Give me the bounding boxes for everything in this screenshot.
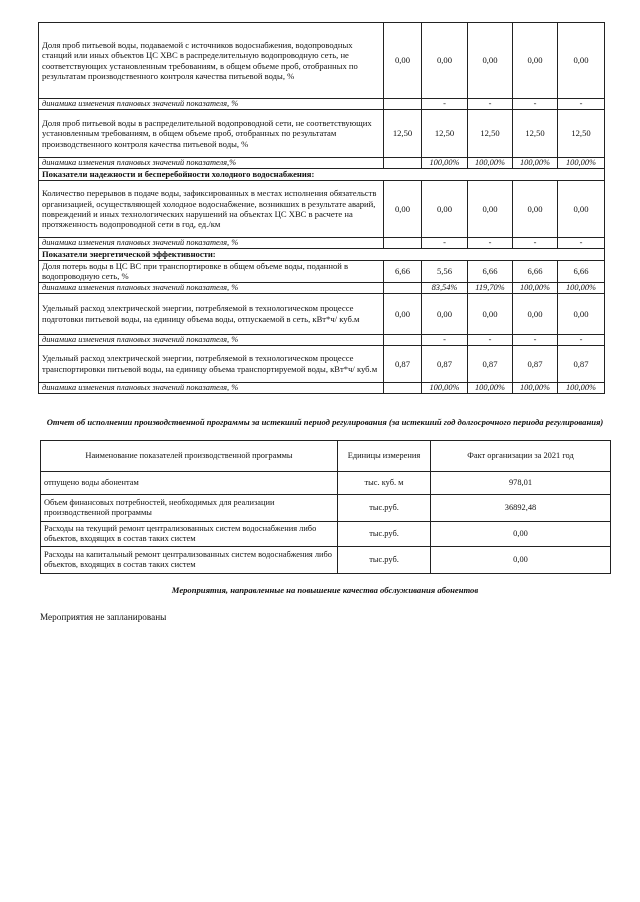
value-cell xyxy=(384,238,422,249)
program-table xyxy=(40,440,611,574)
program-row-name: отпущено воды абонентам xyxy=(41,472,338,495)
program-row xyxy=(41,522,611,547)
dynamics-label: динамика изменения плановых значений показателя, % xyxy=(39,334,384,345)
value-cell: 0,00 xyxy=(422,293,468,334)
dynamics-row xyxy=(39,238,605,249)
value-cell: 12,50 xyxy=(384,110,422,158)
program-row-value: 36892,48 xyxy=(431,495,611,522)
dynamics-row xyxy=(39,99,605,110)
measures-text: Мероприятия не запланированы xyxy=(40,612,167,622)
value-cell: 0,00 xyxy=(468,23,513,99)
value-cell: 100,00% xyxy=(558,158,605,169)
indicator-name: Доля проб питьевой воды в распределительной водопроводной сети, не соответствующих установленным требованиям, в общем объеме проб, отобранных по результатам производственного контроля качества питьевой воды, % xyxy=(39,110,384,158)
value-cell: - xyxy=(558,238,605,249)
program-row-unit: тыс.руб. xyxy=(338,522,431,547)
value-cell: 6,66 xyxy=(513,261,558,283)
value-cell: 0,00 xyxy=(422,23,468,99)
value-cell: 5,56 xyxy=(422,261,468,283)
indicator-name: Доля проб питьевой воды, подаваемой с источников водоснабжения, водопроводных станций или иных объектов ЦС ХВС в распределительную водопроводную сеть, не соответствующих установленным требованиям, в общем объеме проб, отобранных по результатам производственного контроля качества питьевой воды, % xyxy=(39,23,384,99)
value-cell: 6,66 xyxy=(384,261,422,283)
program-row-name: Расходы на текущий ремонт централизованных систем водоснабжения либо объектов, входящих в состав таких систем xyxy=(41,522,338,547)
value-cell: - xyxy=(422,238,468,249)
value-cell: - xyxy=(558,99,605,110)
measures-title: Мероприятия, направленные на повышение качества обслуживания абонентов xyxy=(171,585,479,595)
dynamics-label: динамика изменения плановых значений показателя, % xyxy=(39,238,384,249)
value-cell: - xyxy=(468,99,513,110)
value-cell: - xyxy=(513,334,558,345)
section-header-row xyxy=(39,169,605,181)
program-row xyxy=(41,547,611,574)
indicator-row xyxy=(39,181,605,238)
indicator-row xyxy=(39,293,605,334)
indicator-name: Удельный расход электрической энергии, потребляемой в технологическом процессе подготовки питьевой воды, на единицу объема воды, отпускаемой в сеть, кВт*ч/ куб.м xyxy=(39,293,384,334)
program-header-fact: Факт организации за 2021 год xyxy=(431,441,611,472)
value-cell: 0,87 xyxy=(422,345,468,382)
value-cell: 0,87 xyxy=(513,345,558,382)
program-header-row xyxy=(41,441,611,472)
program-row-unit: тыс.руб. xyxy=(338,495,431,522)
indicator-name: Удельный расход электрической энергии, потребляемой в технологическом процессе транспортировки питьевой воды, на единицу объема транспортируемой воды, кВт*ч/ куб.м xyxy=(39,345,384,382)
dynamics-row xyxy=(39,282,605,293)
value-cell: 100,00% xyxy=(558,382,605,393)
program-row xyxy=(41,495,611,522)
value-cell: 0,00 xyxy=(384,293,422,334)
value-cell: - xyxy=(558,334,605,345)
program-row-name: Расходы на капитальный ремонт централизованных систем водоснабжения либо объектов, входящих в состав таких систем xyxy=(41,547,338,574)
value-cell xyxy=(384,334,422,345)
indicator-row xyxy=(39,23,605,99)
value-cell: 0,00 xyxy=(558,293,605,334)
program-row-unit: тыс. куб. м xyxy=(338,472,431,495)
value-cell: 12,50 xyxy=(422,110,468,158)
indicator-row xyxy=(39,261,605,283)
value-cell xyxy=(384,158,422,169)
value-cell: 0,00 xyxy=(513,293,558,334)
value-cell: 0,00 xyxy=(558,181,605,238)
value-cell: 0,87 xyxy=(468,345,513,382)
value-cell: - xyxy=(468,334,513,345)
program-header-unit: Единицы измерения xyxy=(338,441,431,472)
value-cell xyxy=(384,99,422,110)
indicator-name: Количество перерывов в подаче воды, зафиксированных в местах исполнения обязательств организацией, осуществляющей холодное водоснабжение, возникших в результате аварий, повреждений и иных технологических нарушений на объектах ЦС ХВС в расчете на протяженность водопроводной сети в год, ед./км xyxy=(39,181,384,238)
value-cell xyxy=(384,282,422,293)
program-row-name: Объем финансовых потребностей, необходимых для реализации производственной программы xyxy=(41,495,338,522)
program-header-name: Наименование показателей производственной программы xyxy=(41,441,338,472)
value-cell: 0,87 xyxy=(558,345,605,382)
value-cell: - xyxy=(468,238,513,249)
dynamics-label: динамика изменения плановых значений показателя, % xyxy=(39,99,384,110)
value-cell xyxy=(384,382,422,393)
dynamics-row xyxy=(39,158,605,169)
dynamics-row xyxy=(39,382,605,393)
section-header-row xyxy=(39,249,605,261)
value-cell: - xyxy=(513,238,558,249)
value-cell: - xyxy=(422,99,468,110)
value-cell: 100,00% xyxy=(468,382,513,393)
value-cell: 100,00% xyxy=(468,158,513,169)
value-cell: 100,00% xyxy=(513,282,558,293)
value-cell: 12,50 xyxy=(468,110,513,158)
indicator-row xyxy=(39,110,605,158)
value-cell: 119,70% xyxy=(468,282,513,293)
value-cell: 83,54% xyxy=(422,282,468,293)
dynamics-label: динамика изменения плановых значений показателя, % xyxy=(39,382,384,393)
section-header: Показатели надежности и бесперебойности холодного водоснабжения: xyxy=(39,169,605,181)
value-cell: - xyxy=(422,334,468,345)
value-cell: 100,00% xyxy=(513,382,558,393)
program-row-value: 0,00 xyxy=(431,547,611,574)
dynamics-row xyxy=(39,334,605,345)
value-cell: 0,87 xyxy=(384,345,422,382)
value-cell: 0,00 xyxy=(384,23,422,99)
value-cell: 100,00% xyxy=(558,282,605,293)
value-cell: 0,00 xyxy=(384,181,422,238)
value-cell: 0,00 xyxy=(513,181,558,238)
section-header: Показатели энергетической эффективности: xyxy=(39,249,605,261)
value-cell: 0,00 xyxy=(513,23,558,99)
dynamics-label: динамика изменения плановых значений показателя, % xyxy=(39,282,384,293)
indicator-name: Доля потерь воды в ЦС ВС при транспортировке в общем объеме воды, поданной в водопроводную сеть, % xyxy=(39,261,384,283)
value-cell: - xyxy=(513,99,558,110)
value-cell: 0,00 xyxy=(468,181,513,238)
program-row-unit: тыс.руб. xyxy=(338,547,431,574)
value-cell: 100,00% xyxy=(422,382,468,393)
program-row-value: 0,00 xyxy=(431,522,611,547)
program-row xyxy=(41,472,611,495)
value-cell: 0,00 xyxy=(468,293,513,334)
value-cell: 100,00% xyxy=(422,158,468,169)
dynamics-label: динамика изменения плановых значений показателя,% xyxy=(39,158,384,169)
value-cell: 0,00 xyxy=(422,181,468,238)
value-cell: 6,66 xyxy=(558,261,605,283)
indicators-table xyxy=(38,22,605,394)
value-cell: 12,50 xyxy=(513,110,558,158)
indicator-row xyxy=(39,345,605,382)
value-cell: 12,50 xyxy=(558,110,605,158)
report-title: Отчет об исполнении производственной программы за истекший период регулирования (за истекший год долгосрочного периода регулирования) xyxy=(46,417,604,427)
value-cell: 100,00% xyxy=(513,158,558,169)
value-cell: 0,00 xyxy=(558,23,605,99)
program-row-value: 978,01 xyxy=(431,472,611,495)
value-cell: 6,66 xyxy=(468,261,513,283)
